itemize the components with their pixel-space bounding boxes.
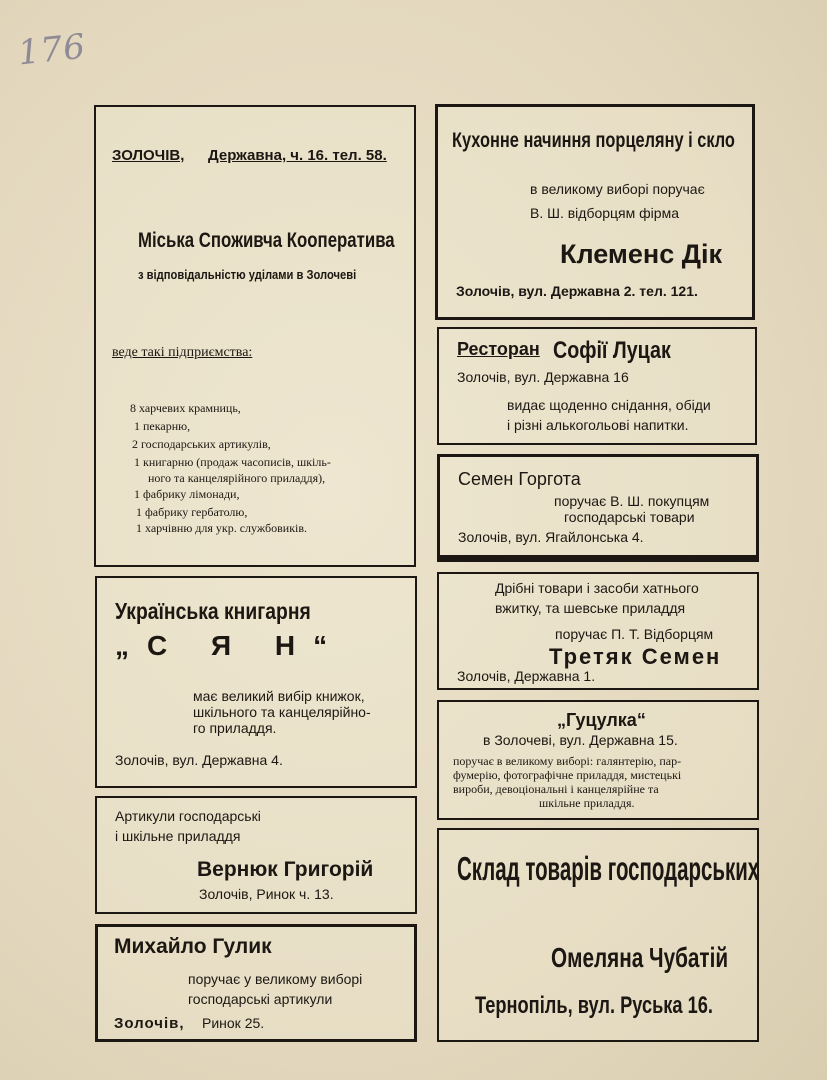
coop-item: 1 книгарню (продаж часописів, шкіль-: [134, 455, 331, 469]
coop-header-address: Державна, ч. 16. тел. 58.: [208, 147, 387, 164]
syan-line1: має великий вибір книжок,: [193, 688, 365, 704]
tretiak-address: Золочів, Державна 1.: [457, 668, 596, 684]
hutsulka-line: вироби, девоціональні і канцелярійне та: [453, 782, 659, 796]
horhota-line2: господарські товари: [564, 509, 695, 525]
chubatii-name: Омеляна Чубатій: [551, 942, 729, 973]
ad-klemens-dik: [435, 104, 755, 320]
tretiak-line2: вжитку, та шевське приладдя: [495, 600, 686, 616]
coop-header-city: ЗОЛОЧІВ,: [112, 147, 185, 164]
coop-item: 8 харчевих крамниць,: [130, 401, 241, 415]
dik-line1: в великому виборі поручає: [530, 181, 705, 197]
restaurant-name: Софії Луцак: [553, 337, 671, 364]
hulyk-name: Михайло Гулик: [114, 935, 272, 958]
tretiak-line1: Дрібні товари і засоби хатнього: [495, 580, 699, 596]
hutsulka-line: поручає в великому виборі: галянтерію, пар-: [453, 754, 682, 768]
syan-name: „С Я Н“: [115, 630, 346, 661]
horhota-line1: поручає В. Ш. покупцям: [554, 493, 710, 509]
hutsulka-address: в Золочеві, вул. Державна 15.: [483, 732, 678, 748]
coop-subtitle: з відповідальністю уділами в Золочеві: [138, 267, 357, 282]
hulyk-city: Золочів,: [114, 1015, 185, 1032]
restaurant-address: Золочів, вул. Державна 16: [457, 369, 629, 385]
ad-cooperative: [94, 105, 416, 567]
hutsulka-line: шкільне приладдя.: [539, 796, 635, 810]
coop-item: 1 харчівню для укр. службовиків.: [136, 521, 308, 535]
page-number: 176: [16, 26, 88, 74]
restaurant-line2: і різні алькогольові напитки.: [507, 417, 689, 433]
coop-title: Міська Споживча Кооператива: [138, 229, 395, 252]
dik-address: Золочів, вул. Державна 2. тел. 121.: [456, 283, 698, 299]
coop-item: 2 господарських артикулів,: [132, 437, 271, 451]
coop-item: 1 фабрику гербатолю,: [136, 505, 248, 519]
verniuk-line2: і шкільне приладдя: [115, 828, 241, 844]
horhota-name: Семен Горгота: [458, 469, 581, 489]
coop-item: 1 пекарню,: [134, 419, 191, 433]
hutsulka-line: фумерію, фотографічне приладдя, мистецькі: [453, 768, 682, 782]
ad-hutsulka: [437, 700, 759, 820]
ad-horhota: [437, 454, 759, 562]
ad-chubatii-warehouse: [437, 828, 759, 1042]
tretiak-name: Третяк Семен: [549, 644, 722, 669]
syan-line2: шкільного та канцелярійно-: [193, 704, 371, 720]
restaurant-label: Ресторан: [457, 339, 540, 359]
ad-restaurant: [437, 327, 757, 445]
coop-item: ного та канцелярійного приладдя),: [148, 471, 326, 485]
verniuk-name: Вернюк Григорій: [197, 858, 374, 881]
ad-verniuk: [95, 796, 417, 914]
hulyk-line1: поручає у великому виборі: [188, 971, 363, 987]
ad-hulyk: [95, 924, 417, 1042]
dik-name: Клеменс Дік: [560, 239, 722, 269]
dik-line2: В. Ш. відборцям фірма: [530, 205, 679, 221]
dik-title: Кухонне начиння порцеляну і скло: [452, 129, 735, 152]
syan-address: Золочів, вул. Державна 4.: [115, 752, 283, 768]
syan-title: Українська книгарня: [115, 598, 311, 624]
chubatii-address: Тернопіль, вул. Руська 16.: [475, 992, 713, 1019]
tretiak-line3: поручає П. Т. Відборцям: [555, 626, 714, 642]
hulyk-address: Ринок 25.: [202, 1015, 265, 1031]
verniuk-address: Золочів, Ринок ч. 13.: [199, 886, 334, 902]
coop-intro: веде такі підприємства:: [112, 345, 253, 360]
chubatii-title: Склад товарів господарських: [457, 850, 760, 887]
syan-line3: го приладдя.: [193, 720, 277, 736]
hutsulka-name: „Гуцулка“: [557, 710, 646, 730]
ad-syan-bookstore: [95, 576, 417, 788]
verniuk-line1: Артикули господарські: [115, 808, 261, 824]
ad-tretiak: [437, 572, 759, 690]
horhota-address: Золочів, вул. Ягайлонська 4.: [458, 529, 644, 545]
coop-item: 1 фабрику лімонади,: [134, 487, 240, 501]
restaurant-line1: видає щоденно снідання, обіди: [507, 397, 711, 413]
hulyk-line2: господарські артикули: [188, 991, 333, 1007]
